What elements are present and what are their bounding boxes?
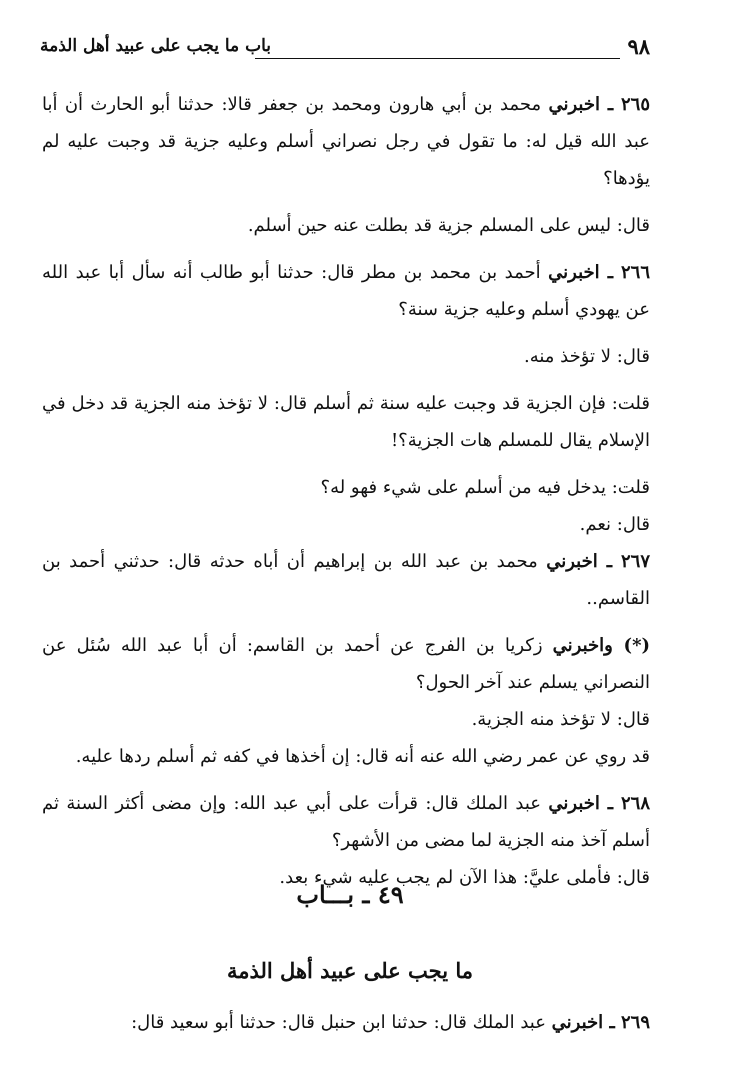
paragraph-lead: ٢٦٥ ـ اخبرني xyxy=(548,94,651,115)
paragraph-lead: (*) واخبرني xyxy=(552,635,650,656)
paragraph-footnote-variant xyxy=(42,627,650,701)
header-rule xyxy=(255,58,620,59)
paragraph-text: عبد الملك قال: حدثنا ابن حنبل قال: حدثنا أبو سعيد قال: xyxy=(131,1012,552,1033)
paragraph-text: أحمد بن محمد بن مطر قال: حدثنا أبو طالب أنه سأل أبا عبد الله عن يهودي أسلم وعليه جزية سنة؟ xyxy=(42,262,650,320)
paragraph-266 xyxy=(42,254,650,328)
paragraph-lead: ٢٦٩ ـ اخبرني xyxy=(551,1012,650,1033)
paragraph-text: قال: ليس على المسلم جزية قد بطلت عنه حين أسلم. xyxy=(247,215,650,236)
chapter-title: ما يجب على عبيد أهل الذمة xyxy=(226,958,473,983)
paragraph-text: قال: فأملى عليَّ: هذا الآن لم يجب عليه شيء بعد. xyxy=(279,867,650,888)
paragraph-text: قلت: فإن الجزية قد وجبت عليه سنة ثم أسلم قال: لا تؤخذ منه الجزية قد دخل في الإسلام يقال للمسلم هات الجزية؟! xyxy=(42,393,650,451)
paragraph-268 xyxy=(42,785,650,859)
paragraph-text: قال: لا تؤخذ منه. xyxy=(524,346,650,367)
paragraph-text: محمد بن عبد الله بن إبراهيم أن أباه حدثه قال: حدثني أحمد بن القاسم.. xyxy=(42,551,650,609)
paragraph-265 xyxy=(42,86,650,197)
paragraph-text: محمد بن أبي هارون ومحمد بن جعفر قالا: حدثنا أبو الحارث أن أبا عبد الله قيل له: ما تقول في رجل نصراني أسلم وعليه جزية قد وجبت عليه لم يؤدها؟ xyxy=(42,94,650,189)
paragraph xyxy=(42,506,650,543)
paragraph xyxy=(42,738,650,775)
paragraph xyxy=(42,207,650,244)
chapter-number: ٤٩ ـ بـــاب xyxy=(296,880,404,909)
paragraph-text: قد روي عن عمر رضي الله عنه أنه قال: إن أخذها في كفه ثم أسلم ردها عليه. xyxy=(75,746,650,767)
paragraph-lead: ٢٦٨ ـ اخبرني xyxy=(548,793,650,814)
paragraph xyxy=(42,385,650,459)
paragraph-text: قلت: يدخل فيه من أسلم على شيء فهو له؟ xyxy=(320,477,650,498)
paragraph xyxy=(42,338,650,375)
paragraph-text: عبد الملك قال: قرأت على أبي عبد الله: وإن مضى أكثر السنة ثم أسلم آخذ منه الجزية لما مضى من الأشهر؟ xyxy=(42,793,650,851)
paragraph-269 xyxy=(42,1012,650,1033)
paragraph-lead: ٢٦٧ ـ اخبرني xyxy=(546,551,651,572)
running-title: باب ما يجب على عبيد أهل الذمة xyxy=(40,36,271,56)
paragraph-text: قال: لا تؤخذ منه الجزية. xyxy=(471,709,650,730)
page-number: ٩٨ xyxy=(627,34,650,59)
paragraph-267 xyxy=(42,543,650,617)
paragraph-text: قال: نعم. xyxy=(579,514,650,535)
paragraph-text: زكريا بن الفرج عن أحمد بن القاسم: أن أبا عبد الله سُئل عن النصراني يسلم عند آخر الحول؟ xyxy=(42,635,650,693)
paragraph-lead: ٢٦٦ ـ اخبرني xyxy=(548,262,651,283)
paragraph xyxy=(42,469,650,506)
paragraph xyxy=(42,701,650,738)
main-text xyxy=(42,86,650,896)
